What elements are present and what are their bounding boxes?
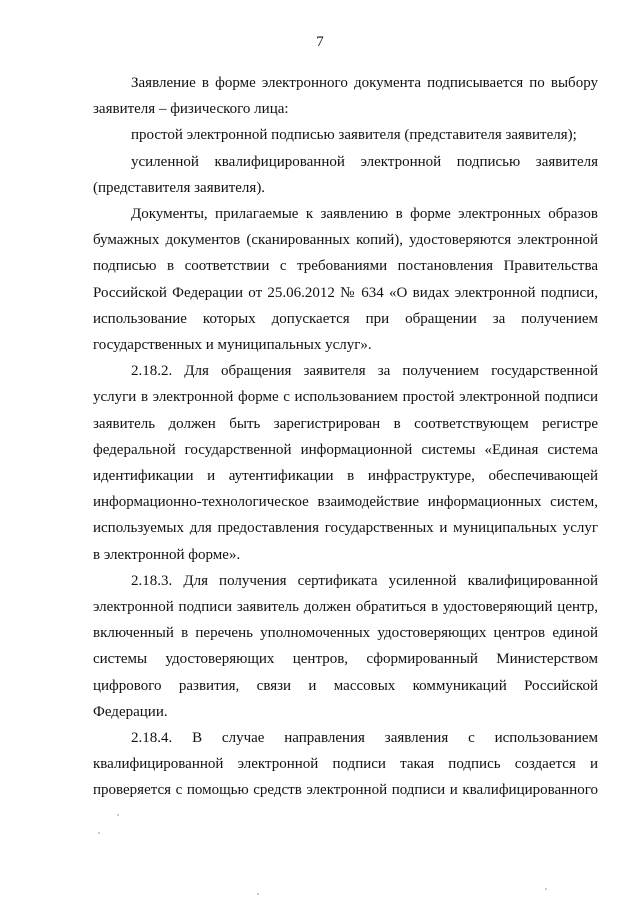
paragraph-simple-signature (93, 122, 598, 148)
paragraph-attached-documents (93, 201, 598, 358)
text-line: федеральной государственной информационной системы «Единая система (93, 441, 598, 458)
text-line: бумажных документов (сканированных копий), удостоверяются электронной (93, 232, 598, 249)
scan-speck (545, 888, 547, 890)
section-2-18-4 (93, 725, 598, 804)
text-line: в электронной форме». (93, 546, 241, 563)
text-line: Федерации. (93, 703, 168, 720)
text-line: услуги в электронной форме с использованием простой электронной подписи (93, 389, 598, 406)
text-line: информационно-технологическое взаимодействие информационных систем, (93, 494, 598, 511)
text-line: проверяется с помощью средств электронной подписи и квалифицированного (93, 782, 598, 799)
text-line: использование которых допускается при обращении за получением (93, 310, 598, 327)
text-line: подписью в соответствии с требованиями постановления Правительства (93, 258, 598, 275)
text-line: квалифицированной электронной подписи такая подпись создается и (93, 756, 598, 773)
text-line: Заявление в форме электронного документа подписывается по выбору (131, 75, 598, 91)
text-line: цифрового развития, связи и массовых коммуникаций Российской (93, 677, 598, 694)
text-line: государственных и муниципальных услуг». (93, 337, 372, 354)
text-line: включенный в перечень уполномоченных удостоверяющих центров единой (93, 625, 598, 642)
text-line: системы удостоверяющих центров, сформированный Министерством (93, 651, 598, 668)
paragraph-signature-choice (93, 70, 598, 122)
text-line: (представителя заявителя). (93, 179, 266, 196)
text-line: используемых для предоставления государственных и муниципальных услуг (93, 520, 598, 537)
text-line: заявитель должен быть зарегистрирован в соответствующем регистре (93, 415, 598, 432)
text-line: заявителя – физического лица: (93, 101, 289, 118)
paragraph-enhanced-signature (93, 149, 598, 201)
text-line: Документы, прилагаемые к заявлению в форме электронных образов (131, 206, 598, 223)
text-line: 2.18.4. В случае направления заявления с использованием (131, 730, 598, 747)
section-2-18-3 (93, 568, 598, 725)
text-line: простой электронной подписью заявителя (представителя заявителя); (131, 127, 577, 144)
section-2-18-2 (93, 358, 598, 568)
scan-speck (117, 814, 119, 816)
text-line: усиленной квалифицированной электронной подписью заявителя (131, 153, 598, 170)
text-line: 2.18.3. Для получения сертификата усиленной квалифицированной (131, 572, 598, 589)
scan-speck (257, 893, 259, 895)
text-line: 2.18.2. Для обращения заявителя за получением государственной (131, 363, 598, 380)
text-line: электронной подписи заявитель должен обратиться в удостоверяющий центр, (93, 599, 598, 616)
text-line: Российской Федерации от 25.06.2012 № 634 «О видах электронной подписи, (93, 284, 598, 301)
page-number: 7 (316, 34, 324, 50)
scan-speck (98, 832, 100, 834)
document-body (93, 70, 598, 804)
text-line: идентификации и аутентификации в инфраструктуре, обеспечивающей (93, 468, 598, 485)
